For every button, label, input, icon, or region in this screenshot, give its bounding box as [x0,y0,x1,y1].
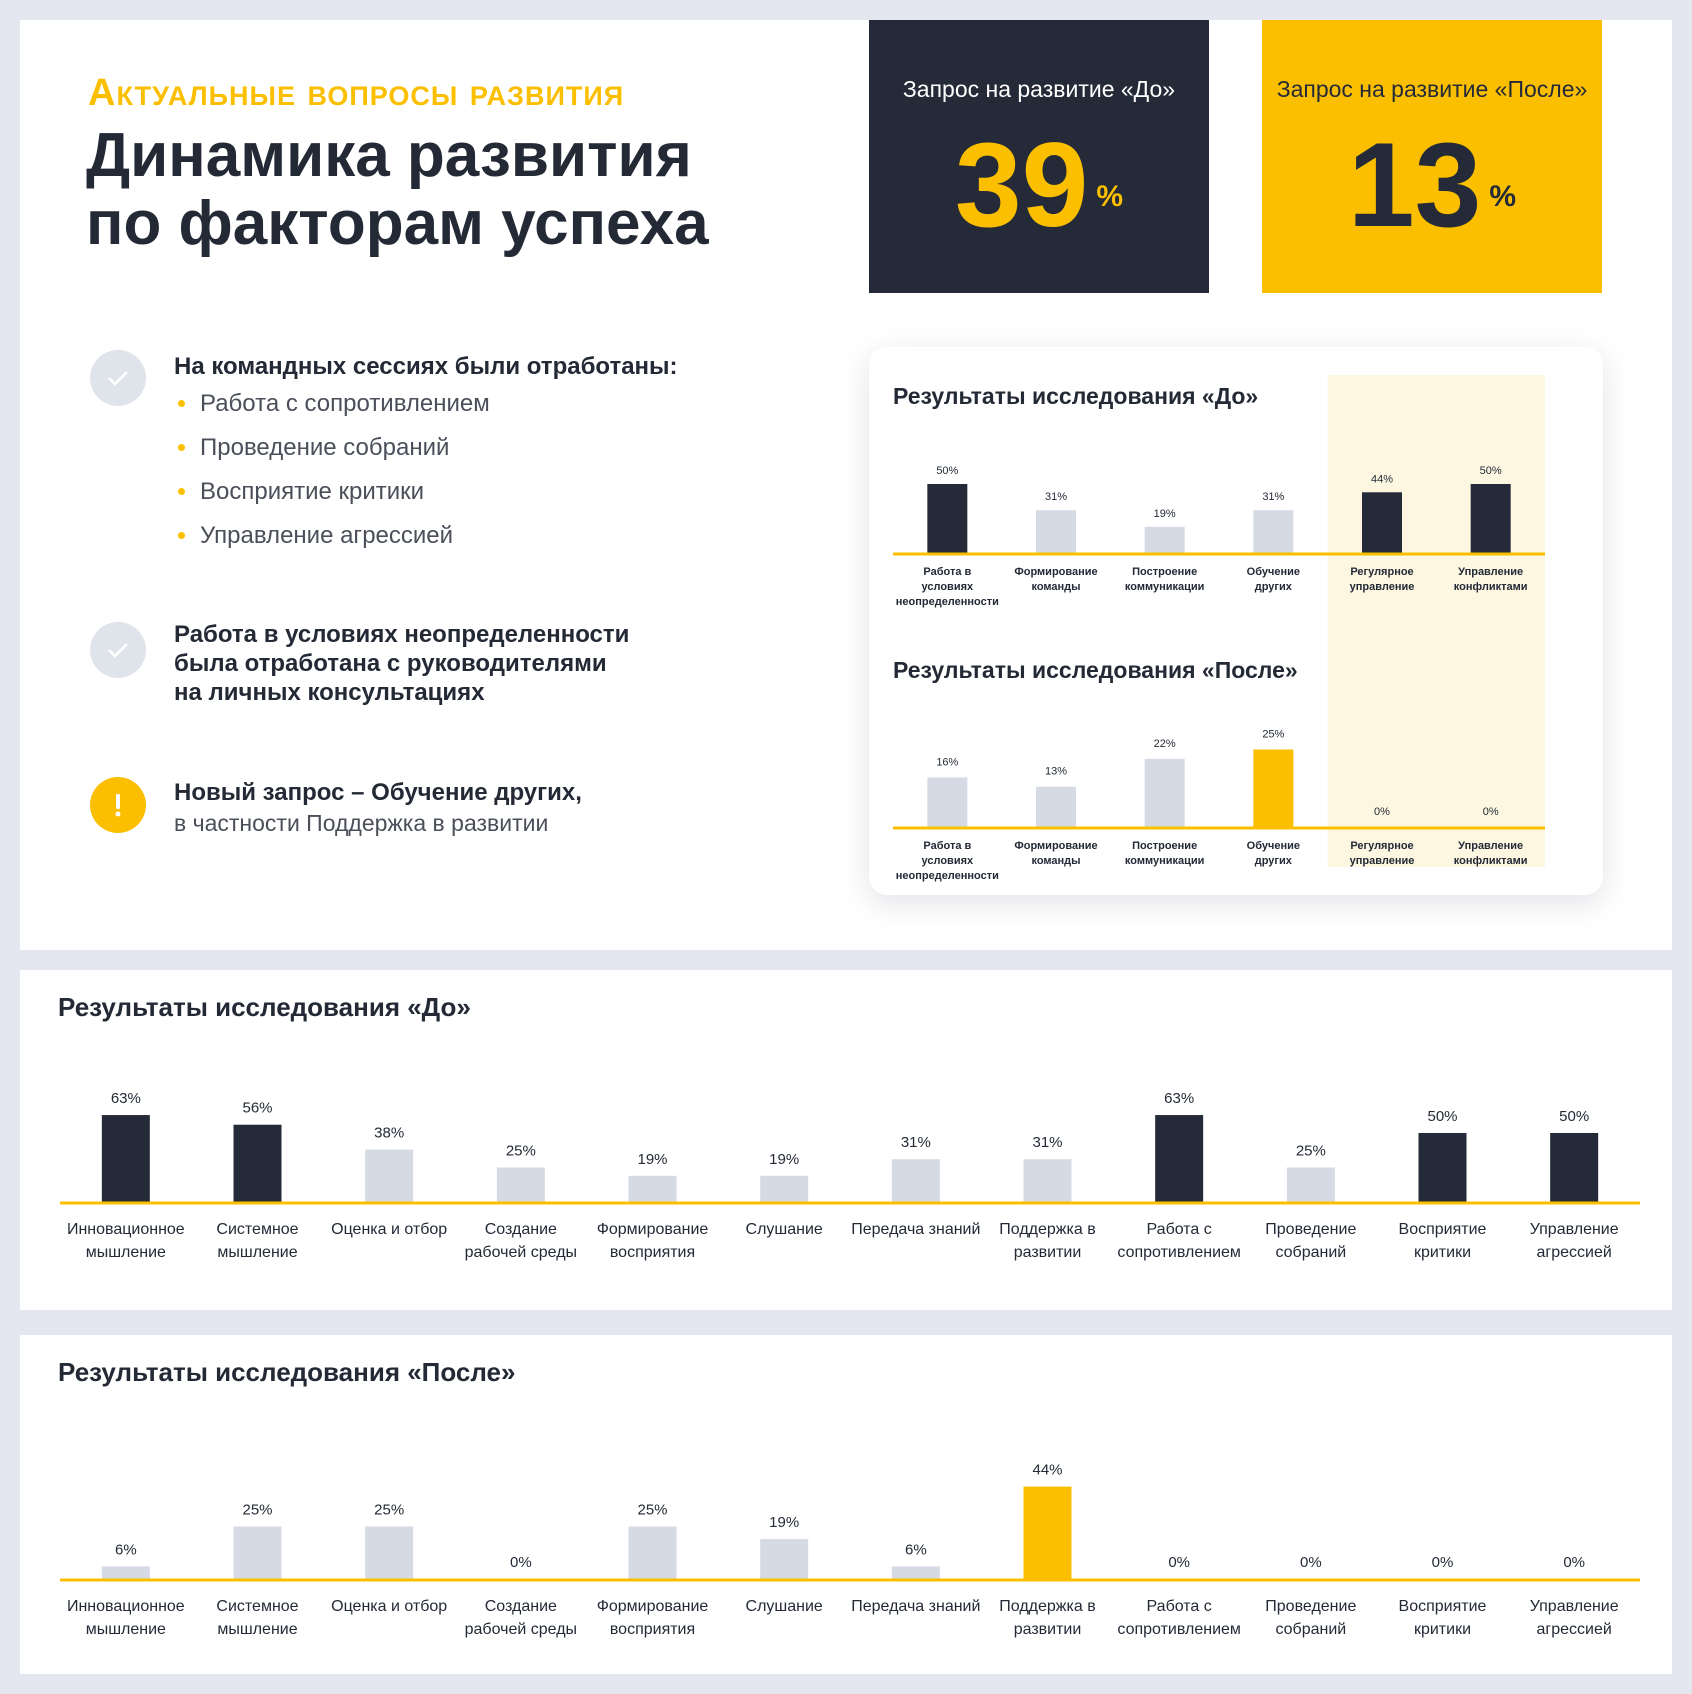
bar-group [216,1502,298,1639]
bar-group [1265,1554,1356,1638]
bar [1155,1115,1203,1202]
bar [1362,492,1402,553]
category-label: Работа в условиях неопределенности [895,840,999,882]
bar-value-label: 0% [1168,1554,1191,1571]
bar-value-label: 31% [1262,491,1285,504]
bar-group [1399,1108,1487,1261]
category-label: Инновационное мышление [66,1221,185,1261]
category-label: Поддержка в развитии [999,1598,1096,1638]
category-label: Создание рабочей среды [464,1598,578,1638]
stat-before-label: Запрос на развитие «До» [902,76,1176,102]
stat-after-value [1262,120,1602,250]
bar-group [465,1554,577,1638]
category-label: Оценка и отбор [331,1598,448,1615]
bar [1419,1133,1467,1202]
category-label: Управление конфликтами [1453,840,1528,867]
page-kicker: Актуальные вопросы развития [88,72,625,114]
stat-card-before [869,20,1209,293]
bar-value-label: 50% [1479,465,1502,477]
category-label: Регулярное управление [1349,566,1415,593]
page-title-line2: по факторам успеха [86,189,709,258]
bar-value-label: 0% [1563,1554,1586,1571]
bar-value-label: 63% [110,1090,141,1108]
uncertainty-line3: на личных консультациях [174,679,485,706]
bar-group [1125,508,1205,593]
before-results-chart [20,970,1672,1310]
bar-group [746,1514,823,1615]
bar [497,1168,545,1203]
category-label: Слушание [745,1221,823,1238]
bar-group [999,1134,1095,1261]
bar-value-label: 25% [374,1501,405,1519]
bar-group [1125,738,1205,867]
bar-value-label: 0% [1482,806,1499,818]
bar-group [331,1125,447,1238]
category-label: Формирование команды [1014,840,1098,867]
results-card [869,347,1603,895]
bar-value-label: 19% [637,1150,668,1168]
uncertainty-note [174,620,629,707]
bar-group [896,465,999,608]
category-label: Инновационное мышление [66,1598,185,1638]
bar-group [1117,1090,1241,1261]
after-results-panel [20,1335,1672,1674]
page-title [86,122,726,258]
category-label: Обучение других [1246,840,1301,867]
list-item [174,470,490,514]
bar-value-label: 25% [637,1501,668,1519]
list-item [174,382,490,426]
list-item-text: Проведение собраний [200,434,450,461]
bar [365,1150,413,1202]
bar-group [1399,1554,1487,1638]
check-icon-glyph [103,363,133,393]
bar-group [1247,491,1300,593]
list-item-text: Управление агрессией [200,522,454,549]
category-label: Регулярное управление [1349,840,1415,867]
category-label: Формирование восприятия [596,1221,709,1261]
bar [1024,1487,1072,1579]
bar [927,777,967,827]
bar [629,1176,677,1202]
bar-value-label: 0% [1374,806,1390,818]
bar [1287,1168,1335,1203]
bar-value-label: 25% [1262,728,1285,741]
check-icon [90,350,146,406]
bar [102,1566,150,1579]
bar-value-label: 0% [509,1554,532,1571]
category-label: Управление агрессией [1529,1598,1619,1638]
new-request-heading: Новый запрос – Обучение других, [174,779,582,806]
category-label: Оценка и отбор [331,1221,448,1238]
bar-value-label: 50% [1427,1108,1458,1125]
category-label: Восприятие критики [1398,1221,1487,1261]
bar-group [216,1100,298,1261]
list-item [174,426,490,470]
bar [1145,759,1185,827]
list-item [174,514,490,558]
bar [1024,1159,1072,1202]
bar-value-label: 0% [1299,1554,1322,1571]
bar-value-label: 31% [1044,491,1068,504]
uncertainty-line1: Работа в условиях неопределенности [174,621,630,648]
bar-value-label: 25% [505,1142,536,1160]
bar [1145,527,1185,553]
category-label: Работа с сопротивлением [1117,1221,1241,1261]
bar-value-label: 19% [769,1514,800,1532]
before-results-panel [20,970,1672,1310]
category-label: Управление конфликтами [1453,566,1528,593]
bar [760,1176,808,1202]
exclamation-icon [90,777,146,833]
category-label: Восприятие критики [1398,1598,1487,1638]
bar [1471,484,1511,553]
highlight-band [1328,375,1545,867]
bar-value-label: 13% [1044,765,1068,778]
bar [234,1527,282,1580]
bar [760,1539,808,1579]
sessions-list [174,382,490,558]
bar-group [896,756,999,882]
bar [365,1527,413,1580]
bar-group [67,1541,185,1638]
bar-group [331,1502,447,1616]
stat-after-number: 13 [1347,118,1482,252]
category-label: Поддержка в развитии [999,1221,1096,1261]
stat-before-number: 39 [954,118,1089,252]
bar-group [851,1134,980,1238]
category-label: Проведение собраний [1265,1598,1357,1638]
category-label: Передача знаний [851,1221,981,1238]
bar-value-label: 44% [1032,1461,1063,1479]
bar-value-label: 19% [769,1150,800,1168]
bullet-icon [178,532,185,539]
category-label: Работа с сопротивлением [1117,1598,1241,1638]
bar [1253,510,1293,553]
bar [927,484,967,553]
bar-value-label: 38% [374,1124,405,1142]
bar-value-label: 6% [114,1541,137,1559]
chart-before-small-title: Результаты исследования «До» [893,383,1259,409]
bar-group [1117,1554,1241,1638]
bar-group [999,1462,1095,1638]
category-label: Построение коммуникации [1124,566,1205,593]
bullet-icon [178,400,185,407]
stat-before-value [869,120,1209,250]
bar-value-label: 44% [1370,473,1394,486]
bar [892,1159,940,1202]
stat-after-unit: % [1489,180,1517,213]
bar-value-label: 0% [1431,1554,1454,1571]
bar-group [1530,1108,1619,1261]
chart-before-title: Результаты исследования «До» [58,992,471,1022]
bar-value-label: 22% [1153,737,1176,750]
bar-value-label: 6% [904,1541,927,1559]
category-label: Слушание [745,1598,823,1615]
bar-group [597,1502,709,1639]
category-label: Системное мышление [216,1598,299,1638]
bar-group [1014,491,1097,593]
bar [629,1527,677,1580]
category-label: Создание рабочей среды [464,1221,578,1261]
list-item-text: Работа с сопротивлением [200,390,490,417]
stat-before-unit: % [1096,180,1124,213]
results-small-chart [869,347,1603,895]
bar [234,1125,282,1202]
stat-card-after [1262,20,1602,293]
bar [892,1566,940,1579]
bullet-icon [178,488,185,495]
bar-value-label: 50% [1559,1108,1590,1125]
stat-after-label: Запрос на развитие «После» [1276,76,1588,102]
uncertainty-line2: была отработана с руководителями [174,650,607,677]
page-title-line1: Динамика развития [86,121,692,190]
list-item-text: Восприятие критики [200,478,425,505]
bar-value-label: 63% [1164,1090,1195,1108]
category-label: Формирование команды [1014,566,1098,593]
bullet-icon [178,444,185,451]
bar-value-label: 50% [936,465,959,477]
after-results-chart [20,1335,1672,1674]
category-label: Проведение собраний [1265,1221,1357,1261]
bar-value-label: 56% [242,1099,273,1117]
chart-after-small-title: Результаты исследования «После» [893,657,1298,683]
bar-value-label: 31% [1032,1134,1063,1152]
bar-group [597,1151,709,1261]
category-label: Передача знаний [851,1598,981,1615]
bar-group [1247,729,1300,868]
sessions-heading: На командных сессиях были отработаны: [174,353,678,380]
bar-group [851,1541,980,1615]
category-label: Построение коммуникации [1124,840,1205,867]
bar-group [1014,766,1097,867]
new-request-sub: в частности Поддержка в развитии [174,810,549,836]
category-label: Обучение других [1246,566,1301,593]
bar-value-label: 31% [900,1134,931,1152]
category-label: Работа в условиях неопределенности [895,566,999,608]
chart-after-title: Результаты исследования «После» [58,1357,516,1387]
bar-value-label: 16% [936,756,959,769]
summary-panel [20,20,1672,950]
bar-value-label: 19% [1153,507,1176,520]
bar-group [67,1090,185,1261]
bar [1550,1133,1598,1202]
bar [1036,510,1076,553]
check-icon [90,622,146,678]
category-label: Управление агрессией [1529,1221,1619,1261]
bar [1253,750,1293,828]
exclamation-icon-glyph [103,790,133,820]
bar-value-label: 25% [242,1501,273,1519]
bar-group [746,1151,823,1238]
category-label: Системное мышление [216,1221,299,1261]
check-icon-glyph [103,635,133,665]
bar-group [1530,1554,1619,1638]
bar-value-label: 25% [1295,1142,1326,1160]
bar [1036,787,1076,827]
category-label: Формирование восприятия [596,1598,709,1638]
bar [102,1115,150,1202]
